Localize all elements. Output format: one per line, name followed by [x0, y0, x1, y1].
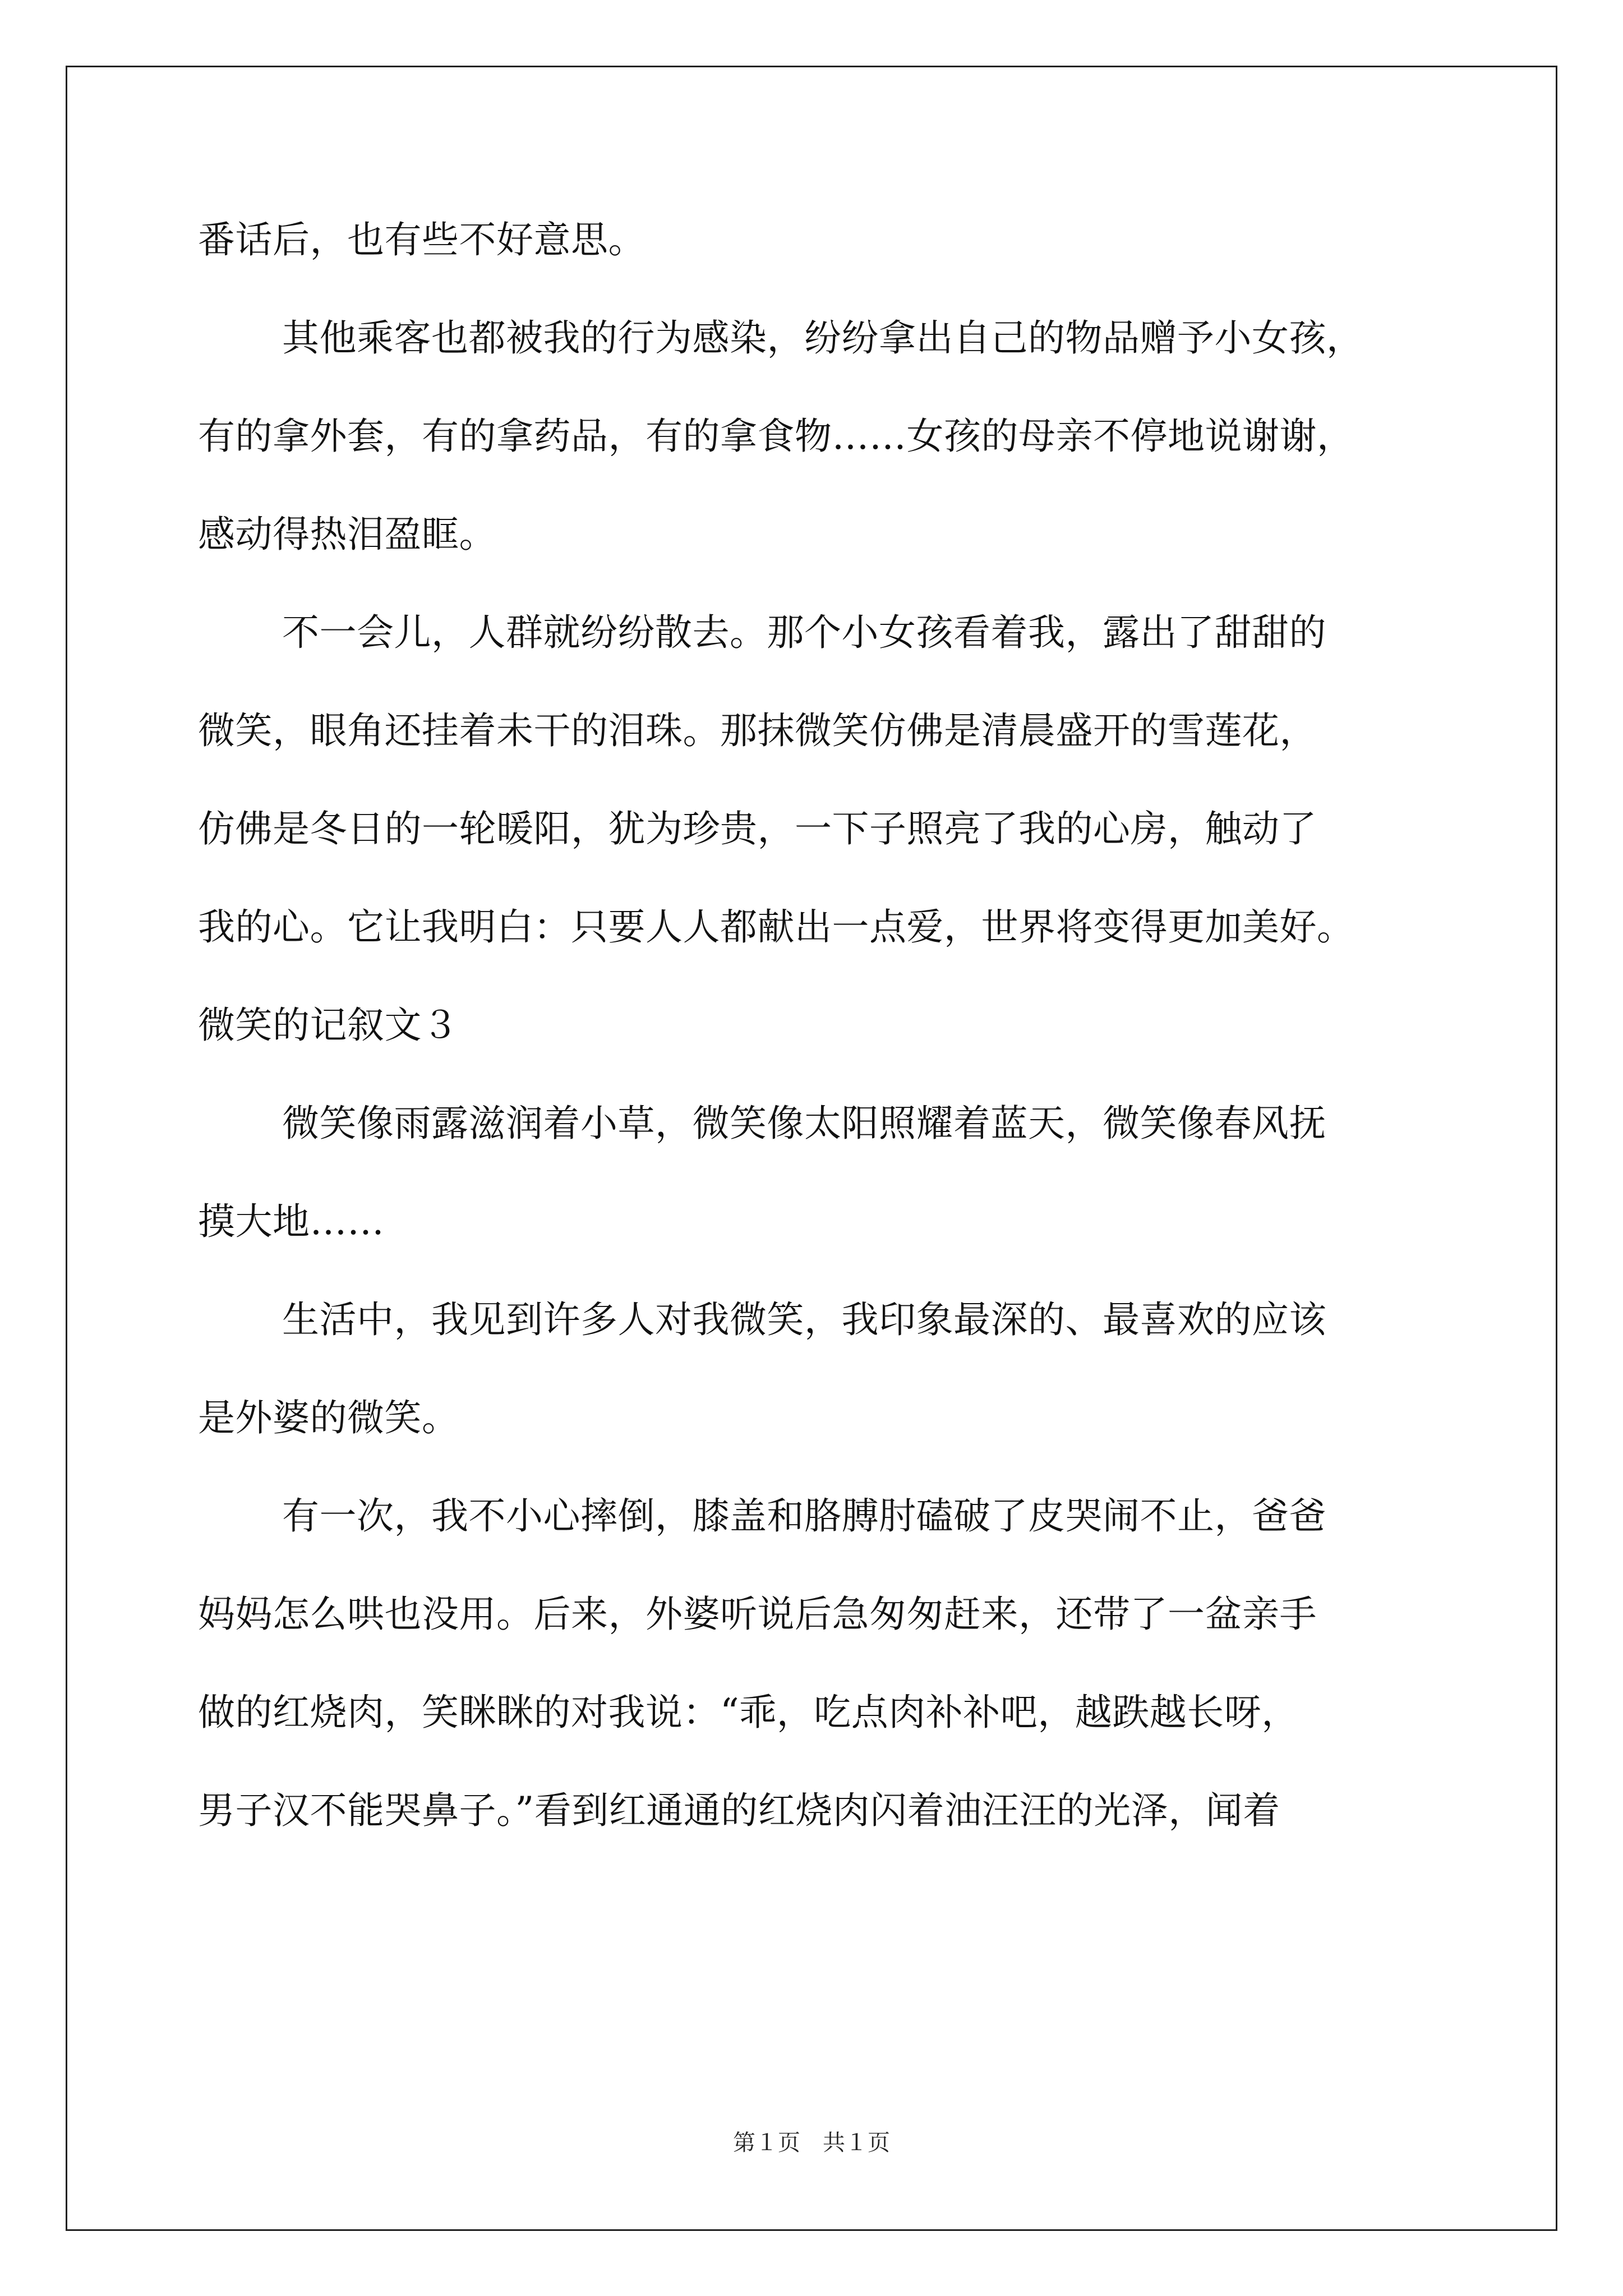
text-line: 微笑像雨露滋润着小草，微笑像太阳照耀着蓝天，微笑像春风抚 — [282, 1102, 1326, 1145]
page-border — [66, 66, 1557, 2231]
text-line: 摸大地…… — [198, 1200, 385, 1243]
text-line: 是外婆的微笑。 — [198, 1396, 459, 1439]
text-line: 我的心。它让我明白：只要人人都献出一点爱，世界将变得更加美好。 — [198, 905, 1354, 949]
text-line: 做的红烧肉，笑眯眯的对我说：“乖，吃点肉补补吧，越跌越长呀， — [198, 1691, 1299, 1734]
text-line: 妈妈怎么哄也没用。后来，外婆听说后急匆匆赶来，还带了一盆亲手 — [198, 1593, 1317, 1636]
page-footer: 第１页 共１页 — [733, 2130, 890, 2156]
text-line: 感动得热泪盈眶。 — [198, 513, 496, 556]
text-line: 有的拿外套，有的拿药品，有的拿食物……女孩的母亲不停地说谢谢， — [198, 415, 1354, 458]
section-heading: 微笑的记叙文３ — [198, 1004, 459, 1047]
text-line: 不一会儿，人群就纷纷散去。那个小女孩看着我，露出了甜甜的 — [282, 611, 1326, 654]
text-line: 男子汉不能哭鼻子。”看到红通通的红烧肉闪着油汪汪的光泽，闻着 — [198, 1789, 1280, 1832]
text-line: 生活中，我见到许多人对我微笑，我印象最深的、最喜欢的应该 — [282, 1298, 1326, 1341]
text-line: 番话后，也有些不好意思。 — [198, 218, 645, 261]
text-line: 仿佛是冬日的一轮暖阳，犹为珍贵，一下子照亮了我的心房，触动了 — [198, 807, 1317, 850]
text-line: 有一次，我不小心摔倒，膝盖和胳膊肘磕破了皮哭闹不止，爸爸 — [282, 1494, 1326, 1538]
text-line: 微笑，眼角还挂着未干的泪珠。那抹微笑仿佛是清晨盛开的雪莲花， — [198, 709, 1317, 752]
text-line: 其他乘客也都被我的行为感染，纷纷拿出自己的物品赠予小女孩， — [282, 316, 1364, 360]
